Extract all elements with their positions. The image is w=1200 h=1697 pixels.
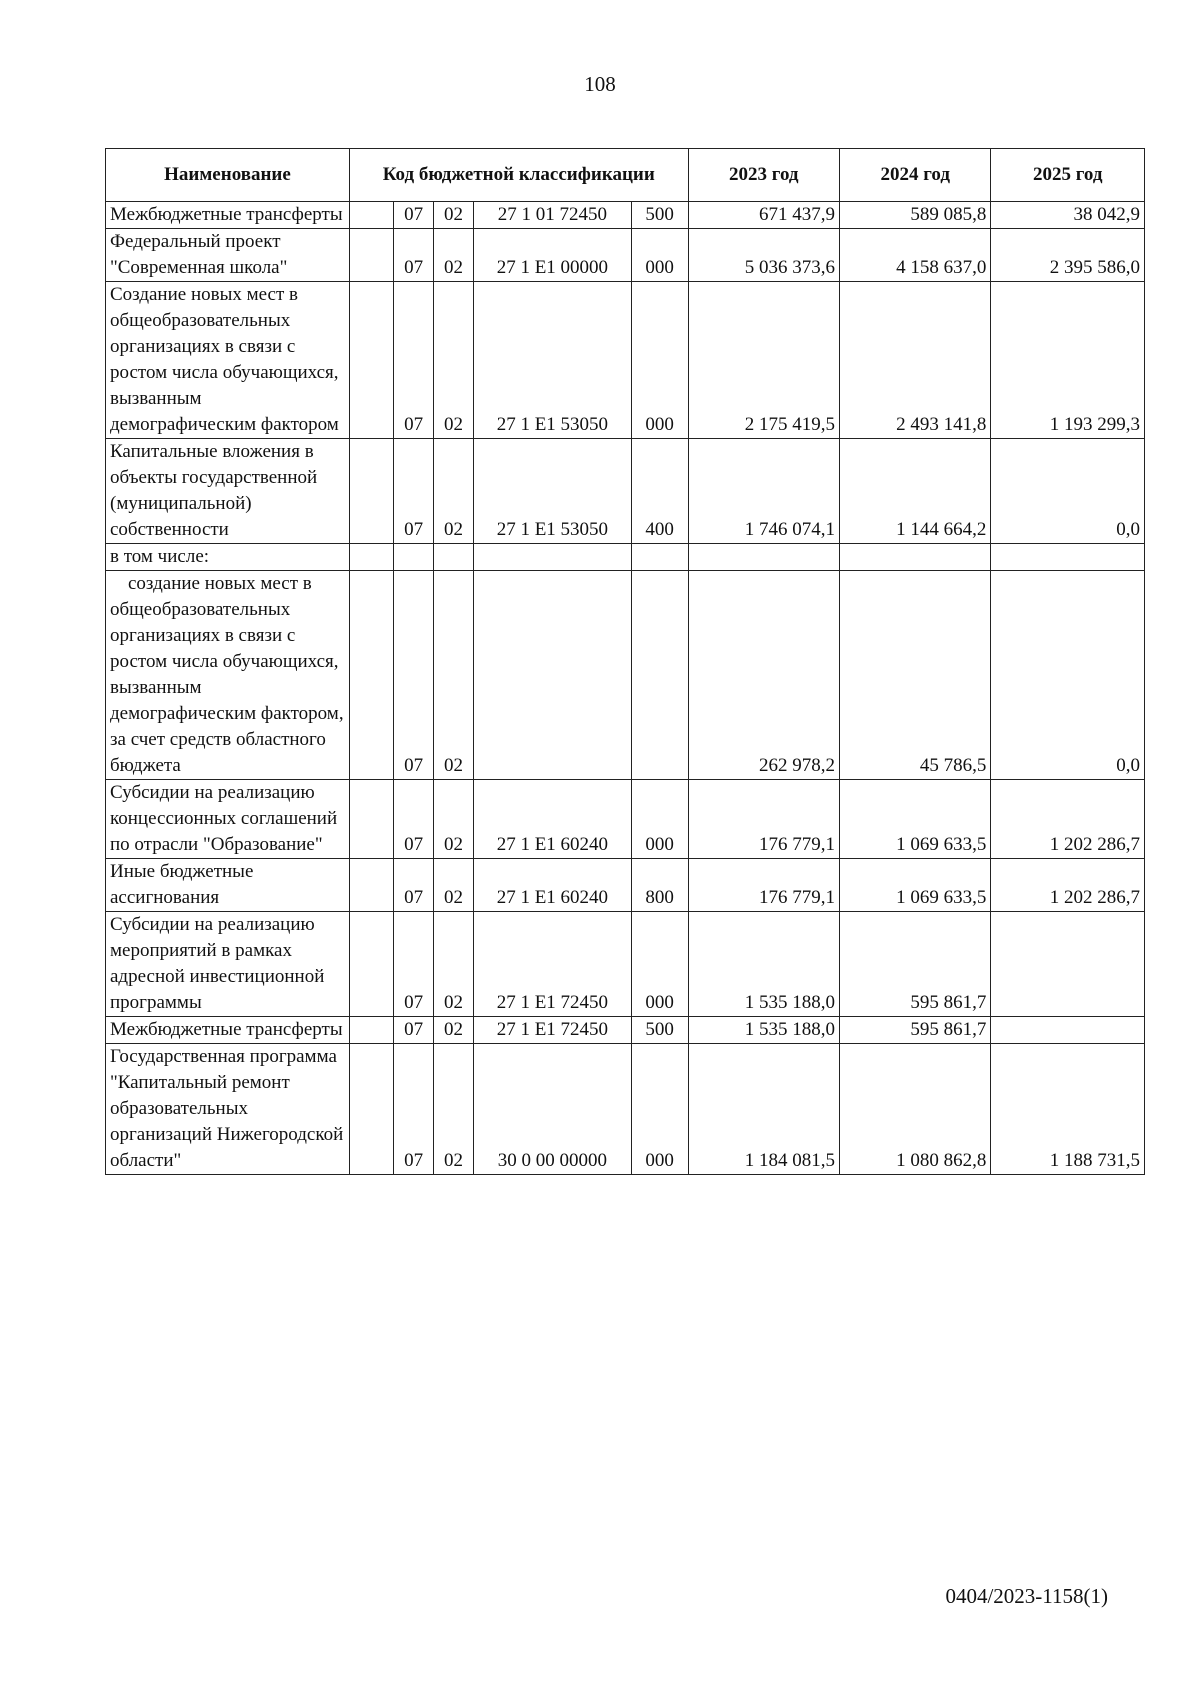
code-subsection: 02 xyxy=(434,282,474,439)
header-2023: 2023 год xyxy=(688,149,839,202)
table-row xyxy=(106,282,1145,439)
value-2025: 1 202 286,7 xyxy=(991,859,1145,912)
code-target-article: 27 1 E1 53050 xyxy=(474,282,632,439)
code-target-article: 27 1 01 72450 xyxy=(474,202,632,229)
row-name: Субсидии на реализацию концессионных соглашений по отрасли "Образование" xyxy=(106,780,350,859)
code-part-1 xyxy=(349,571,393,780)
code-expense-type xyxy=(631,544,688,571)
page-number: 108 xyxy=(584,72,616,96)
row-name: Создание новых мест в общеобразовательных организациях в связи с ростом числа обучающихся, вызванным демографическим фактором xyxy=(106,282,350,439)
value-2024 xyxy=(840,544,991,571)
row-name: Межбюджетные трансферты xyxy=(106,202,350,229)
code-section: 07 xyxy=(394,282,434,439)
code-target-article: 30 0 00 00000 xyxy=(474,1044,632,1175)
value-2024: 1 080 862,8 xyxy=(840,1044,991,1175)
value-2025 xyxy=(991,912,1145,1017)
code-subsection: 02 xyxy=(434,859,474,912)
table-row xyxy=(106,202,1145,229)
value-2024: 595 861,7 xyxy=(840,912,991,1017)
value-2025: 0,0 xyxy=(991,571,1145,780)
value-2023: 2 175 419,5 xyxy=(688,282,839,439)
code-section: 07 xyxy=(394,571,434,780)
row-name: Иные бюджетные ассигнования xyxy=(106,859,350,912)
table-row xyxy=(106,439,1145,544)
code-part-1 xyxy=(349,544,393,571)
code-section: 07 xyxy=(394,439,434,544)
code-target-article: 27 1 E1 53050 xyxy=(474,439,632,544)
code-target-article: 27 1 E1 72450 xyxy=(474,912,632,1017)
value-2025: 1 202 286,7 xyxy=(991,780,1145,859)
code-expense-type: 000 xyxy=(631,1044,688,1175)
value-2025: 38 042,9 xyxy=(991,202,1145,229)
row-name: Субсидии на реализацию мероприятий в рамках адресной инвестиционной программы xyxy=(106,912,350,1017)
code-expense-type: 500 xyxy=(631,1017,688,1044)
code-subsection: 02 xyxy=(434,1044,474,1175)
value-2023: 1 535 188,0 xyxy=(688,912,839,1017)
code-section: 07 xyxy=(394,912,434,1017)
value-2024: 1 069 633,5 xyxy=(840,780,991,859)
row-name: Межбюджетные трансферты xyxy=(106,1017,350,1044)
row-name: Капитальные вложения в объекты государственной (муниципальной) собственности xyxy=(106,439,350,544)
header-code: Код бюджетной классификации xyxy=(349,149,688,202)
table-row xyxy=(106,859,1145,912)
code-section: 07 xyxy=(394,1017,434,1044)
code-section xyxy=(394,544,434,571)
code-expense-type: 000 xyxy=(631,282,688,439)
value-2024: 1 144 664,2 xyxy=(840,439,991,544)
code-target-article xyxy=(474,544,632,571)
value-2025: 1 193 299,3 xyxy=(991,282,1145,439)
table-row xyxy=(106,229,1145,282)
code-part-1 xyxy=(349,912,393,1017)
value-2024: 4 158 637,0 xyxy=(840,229,991,282)
code-subsection: 02 xyxy=(434,202,474,229)
table-row xyxy=(106,1017,1145,1044)
code-part-1 xyxy=(349,202,393,229)
row-name: Федеральный проект "Современная школа" xyxy=(106,229,350,282)
code-section: 07 xyxy=(394,229,434,282)
code-expense-type: 400 xyxy=(631,439,688,544)
value-2023: 1 535 188,0 xyxy=(688,1017,839,1044)
table-row xyxy=(106,780,1145,859)
row-name: создание новых мест в общеобразовательных организациях в связи с ростом числа обучающихся, вызванным демографическим фактором, за счет средств областного бюджета xyxy=(106,571,350,780)
value-2024: 1 069 633,5 xyxy=(840,859,991,912)
header-name: Наименование xyxy=(106,149,350,202)
code-expense-type: 000 xyxy=(631,912,688,1017)
budget-table xyxy=(105,148,1145,1175)
value-2024: 589 085,8 xyxy=(840,202,991,229)
value-2023: 176 779,1 xyxy=(688,859,839,912)
code-subsection: 02 xyxy=(434,1017,474,1044)
value-2025 xyxy=(991,1017,1145,1044)
code-subsection: 02 xyxy=(434,912,474,1017)
value-2024: 595 861,7 xyxy=(840,1017,991,1044)
table-row xyxy=(106,912,1145,1017)
value-2023: 262 978,2 xyxy=(688,571,839,780)
code-target-article xyxy=(474,571,632,780)
code-expense-type xyxy=(631,571,688,780)
code-part-1 xyxy=(349,229,393,282)
code-part-1 xyxy=(349,439,393,544)
code-section: 07 xyxy=(394,202,434,229)
value-2024: 2 493 141,8 xyxy=(840,282,991,439)
code-part-1 xyxy=(349,1044,393,1175)
code-part-1 xyxy=(349,1017,393,1044)
table-row xyxy=(106,571,1145,780)
document-number: 0404/2023-1158(1) xyxy=(945,1584,1108,1608)
table-header-row xyxy=(106,149,1145,202)
code-expense-type: 800 xyxy=(631,859,688,912)
value-2023 xyxy=(688,544,839,571)
value-2025 xyxy=(991,544,1145,571)
value-2025: 0,0 xyxy=(991,439,1145,544)
code-section: 07 xyxy=(394,780,434,859)
value-2025: 2 395 586,0 xyxy=(991,229,1145,282)
code-subsection: 02 xyxy=(434,780,474,859)
code-subsection: 02 xyxy=(434,571,474,780)
code-target-article: 27 1 E1 72450 xyxy=(474,1017,632,1044)
code-section: 07 xyxy=(394,859,434,912)
code-expense-type: 500 xyxy=(631,202,688,229)
code-target-article: 27 1 E1 60240 xyxy=(474,780,632,859)
table-row xyxy=(106,1044,1145,1175)
table-row xyxy=(106,544,1145,571)
code-expense-type: 000 xyxy=(631,229,688,282)
value-2023: 1 746 074,1 xyxy=(688,439,839,544)
value-2023: 1 184 081,5 xyxy=(688,1044,839,1175)
code-part-1 xyxy=(349,780,393,859)
code-target-article: 27 1 E1 00000 xyxy=(474,229,632,282)
code-part-1 xyxy=(349,282,393,439)
value-2023: 5 036 373,6 xyxy=(688,229,839,282)
code-target-article: 27 1 E1 60240 xyxy=(474,859,632,912)
code-subsection xyxy=(434,544,474,571)
code-subsection: 02 xyxy=(434,229,474,282)
code-expense-type: 000 xyxy=(631,780,688,859)
code-subsection: 02 xyxy=(434,439,474,544)
value-2025: 1 188 731,5 xyxy=(991,1044,1145,1175)
value-2023: 176 779,1 xyxy=(688,780,839,859)
header-2025: 2025 год xyxy=(991,149,1145,202)
row-name: Государственная программа "Капитальный ремонт образовательных организаций Нижегородской области" xyxy=(106,1044,350,1175)
value-2024: 45 786,5 xyxy=(840,571,991,780)
value-2023: 671 437,9 xyxy=(688,202,839,229)
header-2024: 2024 год xyxy=(840,149,991,202)
code-part-1 xyxy=(349,859,393,912)
code-section: 07 xyxy=(394,1044,434,1175)
row-name: в том числе: xyxy=(106,544,350,571)
